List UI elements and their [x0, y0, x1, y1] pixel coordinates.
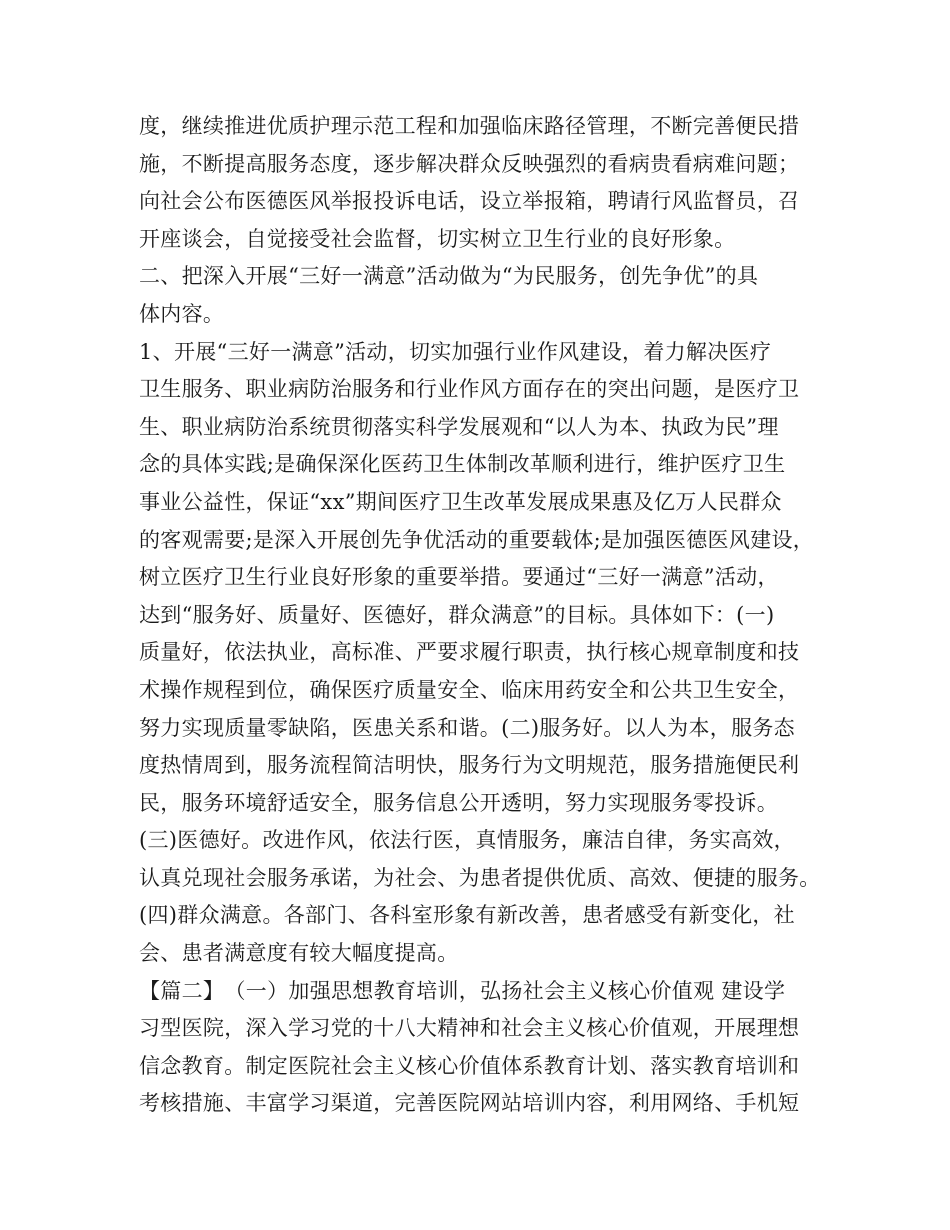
text-line: 考核措施、丰富学习渠道，完善医院网站培训内容，利用网络、手机短: [139, 1091, 800, 1116]
text-line: 信念教育。制定医院社会主义核心价值体系教育计划、落实教育培训和: [139, 1053, 800, 1078]
text-line: 向社会公布医德医风举报投诉电话，设立举报箱，聘请行风监督员，召: [139, 189, 800, 214]
text-line: 卫生服务、职业病防治服务和行业作风方面存在的突出问题，是医疗卫: [139, 377, 800, 402]
body-text: [139, 108, 829, 1123]
text-line: 会、患者满意度有较大幅度提高。: [139, 941, 459, 966]
text-line: 1、开展“三好一满意”活动，切实加强行业作风建设，着力解决医疗: [139, 339, 772, 364]
text-line: 度热情周到，服务流程简洁明快，服务行为文明规范，服务措施便民利: [139, 753, 800, 778]
text-line: 施，不断提高服务态度，逐步解决群众反映强烈的看病贵看病难问题；: [139, 151, 800, 176]
text-line: 开座谈会，自觉接受社会监督，切实树立卫生行业的良好形象。: [139, 226, 736, 251]
text-line: 质量好，依法执业，高标准、严要求履行职责，执行核心规章制度和技: [139, 640, 800, 665]
text-line: 民，服务环境舒适安全，服务信息公开透明，努力实现服务零投诉。: [139, 790, 778, 815]
text-line: 【篇二】 （一）加强思想教育培训，弘扬社会主义核心价值观 建设学: [139, 978, 786, 1003]
section-heading-line: 二、把深入开展“三好一满意”活动做为“为民服务，创先争优”的具: [139, 264, 759, 289]
text-line: (四)群众满意。各部门、各科室形象有新改善，患者感受有新变化，社: [139, 903, 795, 928]
section-heading-line: 体内容。: [139, 301, 225, 326]
text-line: 念的具体实践;是确保深化医药卫生体制改革顺利进行，维护医疗卫生: [139, 452, 786, 477]
text-line: 术操作规程到位，确保医疗质量安全、临床用药安全和公共卫生安全，: [139, 677, 800, 702]
text-line: 树立医疗卫生行业良好形象的重要举措。要通过“三好一满意”活动，: [139, 565, 779, 590]
text-line: 努力实现质量零缺陷，医患关系和谐。(二)服务好。以人为本，服务态: [139, 715, 795, 740]
text-line: 达到“服务好、质量好、医德好，群众满意”的目标。具体如下：(一): [139, 602, 775, 627]
text-line: 事业公益性，保证“xx”期间医疗卫生改革发展成果惠及亿万人民群众: [139, 489, 782, 514]
text-line: (三)医德好。改进作风，依法行医，真情服务，廉洁自律，务实高效，: [139, 828, 795, 853]
text-line: 度，继续推进优质护理示范工程和加强临床路径管理，不断完善便民措: [139, 114, 800, 138]
text-line: 认真兑现社会服务承诺，为社会、为患者提供优质、高效、便捷的服务。: [139, 865, 821, 890]
text-line: 习型医院，深入学习党的十八大精神和社会主义核心价值观，开展理想: [139, 1016, 800, 1041]
text-line: 生、职业病防治系统贯彻落实科学发展观和“以人为本、执政为民”理: [139, 414, 779, 439]
text-line: 的客观需要;是深入开展创先争优活动的重要载体;是加强医德医风建设，: [139, 527, 815, 552]
